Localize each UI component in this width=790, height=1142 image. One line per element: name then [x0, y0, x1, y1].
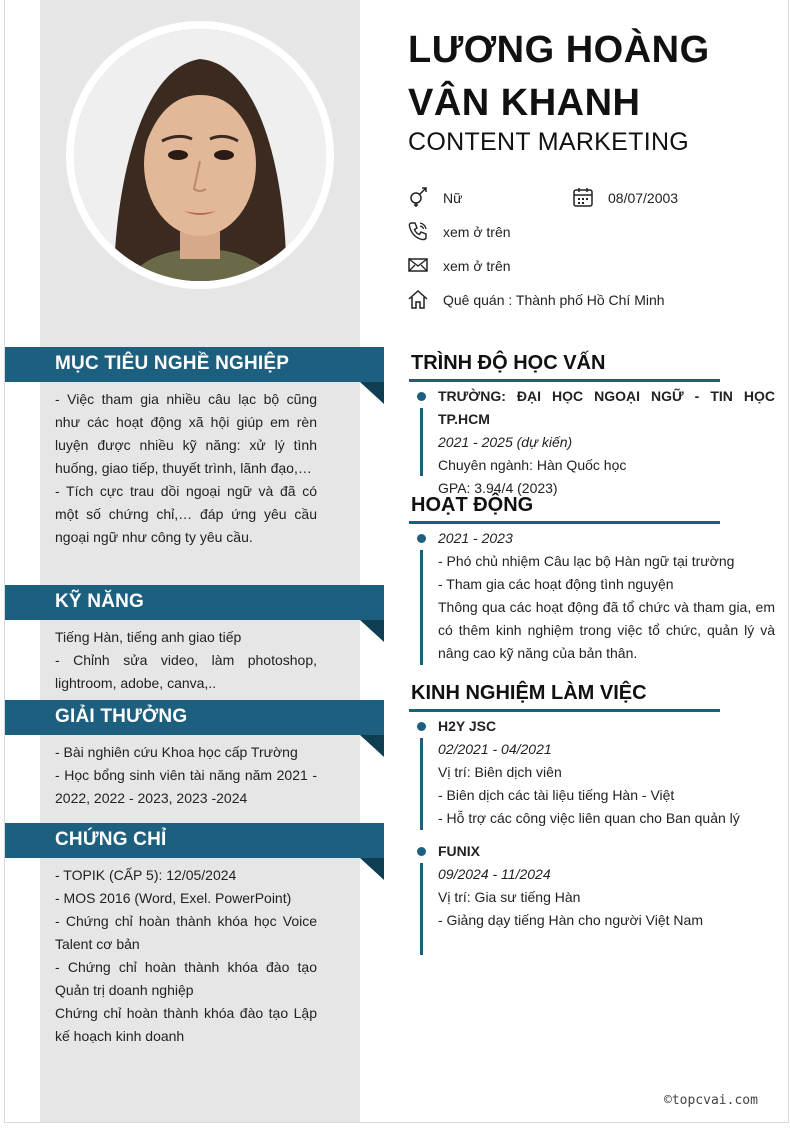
awards-text: [55, 741, 317, 810]
profile-photo-frame: [66, 21, 334, 289]
certificates-title: CHỨNG CHỈ: [55, 829, 167, 850]
job-line: - Hỗ trợ các công việc liên quan cho Ban quản lý: [438, 810, 740, 826]
full-name: [408, 24, 768, 130]
school-name: TRƯỜNG: ĐẠI HỌC NGOẠI NGỮ - TIN HỌC TP.HCM: [438, 388, 775, 427]
awards-header: [5, 700, 384, 735]
ribbon-fold: [360, 735, 384, 757]
certificate-line: - TOPIK (CẤP 5): 12/05/2024: [55, 867, 237, 883]
activities-title: HOẠT ĐỘNG: [411, 494, 534, 516]
education-title: TRÌNH ĐỘ HỌC VẤN: [411, 352, 606, 374]
portrait-image: [74, 29, 326, 281]
calendar-icon: [572, 186, 594, 208]
skills-text: [55, 626, 317, 695]
section-underline: [409, 521, 720, 524]
activity-line: Thông qua các hoạt động đã tổ chức và tham gia, em có thêm kinh nghiệm trong việc tổ chức, quản lý và nâng cao kỹ năng của bản thân.: [438, 599, 775, 661]
skills-line: - Chỉnh sửa video, làm photoshop, lightroom, adobe, canva,..: [55, 652, 317, 691]
ribbon-fold: [360, 382, 384, 404]
skills-header: [5, 585, 384, 620]
education-major: Chuyên ngành: Hàn Quốc học: [438, 457, 627, 473]
skills-line: Tiếng Hàn, tiếng anh giao tiếp: [55, 629, 242, 645]
phone-icon: [407, 220, 429, 242]
certificate-line: - Chứng chỉ hoàn thành khóa đào tạo Quản trị doanh nghiệp: [55, 959, 317, 998]
job-period: 09/2024 - 11/2024: [438, 866, 551, 882]
job-title: CONTENT MARKETING: [408, 128, 690, 156]
job-line: Vị trí: Gia sư tiếng Hàn: [438, 889, 581, 905]
skills-title: KỸ NĂNG: [55, 591, 145, 612]
awards-title: GIẢI THƯỞNG: [55, 706, 188, 727]
certificates-header: [5, 823, 384, 858]
objective-text: [55, 388, 317, 549]
mail-icon: [407, 254, 429, 276]
timeline-dot: [417, 722, 426, 731]
job-entry: [438, 840, 775, 932]
name-line-2: VÂN KHANH: [408, 82, 641, 124]
certificate-line: - MOS 2016 (Word, Exel. PowerPoint): [55, 890, 292, 906]
timeline-bar: [420, 738, 423, 830]
education-period: 2021 - 2025 (dự kiến): [438, 434, 573, 450]
timeline-dot: [417, 534, 426, 543]
company-name: H2Y JSC: [438, 718, 497, 734]
gender-icon: [407, 186, 429, 208]
timeline-dot: [417, 847, 426, 856]
objective-header: [5, 347, 384, 382]
certificate-line: Chứng chỉ hoàn thành khóa đào tạo Lập kế hoạch kinh doanh: [55, 1005, 317, 1044]
ribbon-fold: [360, 620, 384, 642]
activities-entry: [438, 527, 775, 665]
objective-title: MỤC TIÊU NGHỀ NGHIỆP: [55, 353, 290, 374]
email-value: xem ở trên: [443, 258, 511, 274]
gender-value: Nữ: [443, 190, 463, 206]
birthday-value: 08/07/2003: [608, 190, 679, 206]
timeline-bar: [420, 408, 423, 476]
activity-line: - Tham gia các hoạt động tình nguyện: [438, 576, 674, 592]
awards-line: - Học bổng sinh viên tài năng năm 2021 - 2022, 2022 - 2023, 2023 -2024: [55, 767, 317, 806]
job-period: 02/2021 - 04/2021: [438, 741, 552, 757]
company-name: FUNIX: [438, 843, 480, 859]
job-line: - Biên dịch các tài liệu tiếng Hàn - Việt: [438, 787, 675, 803]
home-icon: [407, 288, 429, 310]
name-line-1: LƯƠNG HOÀNG: [408, 29, 710, 71]
section-underline: [409, 709, 720, 712]
certificates-text: [55, 864, 317, 1048]
objective-line: - Tích cực trau dồi ngoại ngữ và đã có một số chứng chỉ,… đáp ứng yêu cầu ngoại ngữ như công ty yêu cầu.: [55, 483, 317, 545]
work-title: KINH NGHIỆM LÀM VIỆC: [411, 682, 647, 704]
phone-value: xem ở trên: [443, 224, 511, 240]
job-line: Vị trí: Biên dịch viên: [438, 764, 562, 780]
timeline-bar: [420, 863, 423, 955]
timeline-dot: [417, 392, 426, 401]
objective-line: - Việc tham gia nhiều câu lạc bộ cũng như các hoạt động xã hội giúp em rèn luyện được nhiều kỹ năng: xử lý tình huống, giao tiếp, thuyết trình, lãnh đạo,…: [55, 391, 317, 476]
job-line: - Giảng dạy tiếng Hàn cho người Việt Nam: [438, 912, 703, 928]
certificate-line: - Chứng chỉ hoàn thành khóa học Voice Talent cơ bản: [55, 913, 317, 952]
watermark: ©topcvai.com: [664, 1093, 758, 1108]
activity-line: - Phó chủ nhiệm Câu lạc bộ Hàn ngữ tại trường: [438, 553, 735, 569]
profile-photo: [74, 29, 326, 281]
job-entry: [438, 715, 775, 830]
ribbon-fold: [360, 858, 384, 880]
activities-period: 2021 - 2023: [438, 530, 513, 546]
education-gpa: GPA: 3.94/4 (2023): [438, 480, 558, 496]
hometown-value: Quê quán : Thành phố Hồ Chí Minh: [443, 292, 665, 308]
timeline-bar: [420, 550, 423, 665]
education-entry: [438, 385, 775, 500]
section-underline: [409, 379, 720, 382]
awards-line: - Bài nghiên cứu Khoa học cấp Trường: [55, 744, 298, 760]
